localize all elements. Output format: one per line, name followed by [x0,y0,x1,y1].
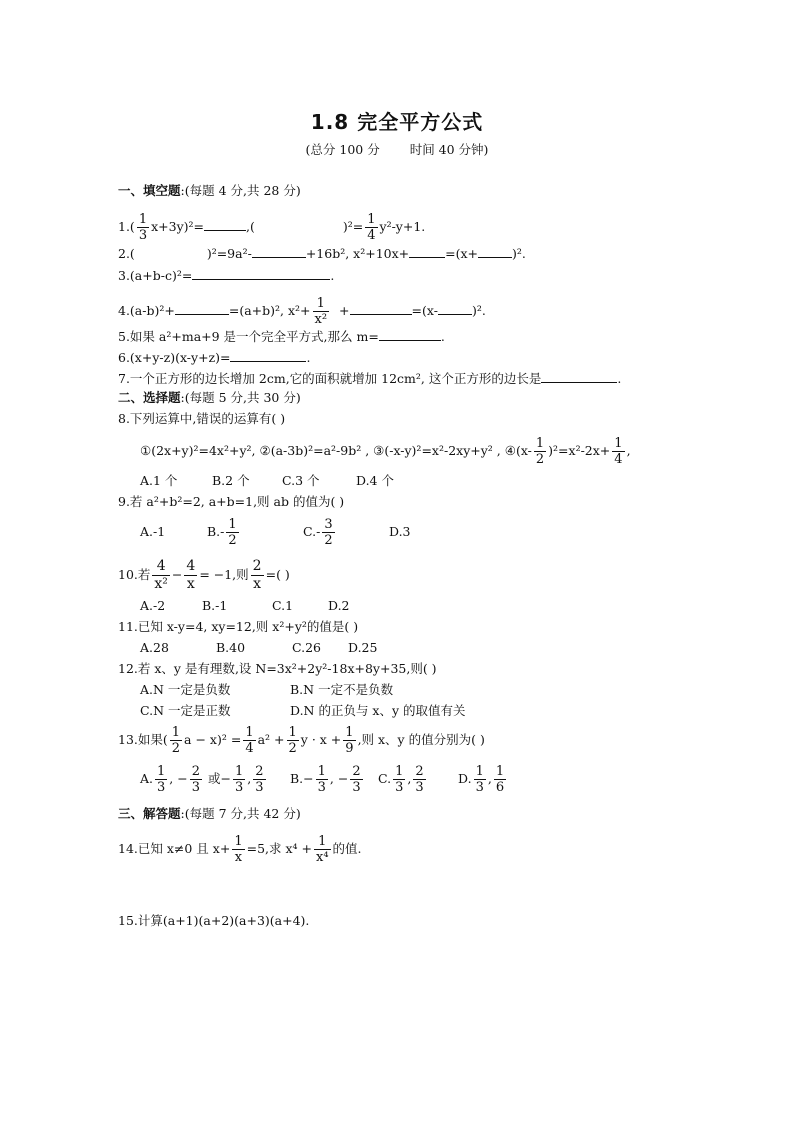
q-text: , − [169,771,188,786]
denominator: 2 [535,452,545,467]
option-b[interactable]: B.N 一定不是负数 [290,682,394,697]
denominator: 4 [245,741,254,756]
fraction [226,517,238,548]
q-text: )²=x²-2x+ [548,443,611,458]
option-c[interactable] [303,517,389,548]
q-text: C.- [303,524,321,539]
q-text: 10.若 [118,567,151,582]
q-text: , [247,771,252,786]
q-text: . [330,268,335,283]
denominator: 3 [191,780,200,795]
denominator: 9 [345,741,354,756]
denominator: x² [154,576,168,592]
numerator: 3 [324,517,333,532]
q-text: , − [329,771,349,786]
numerator: 4 [186,558,196,574]
fraction [322,517,334,548]
question-4 [118,296,486,327]
q-text: ①(2x+y)²=4x²+y², ②(a-3b)²=a²-9b² , ③(-x-y)²=x²-2xy+y² , ④(x- [140,443,532,458]
question-5 [118,328,445,345]
question-15: 15.计算(a+1)(a+2)(a+3)(a+4). [118,913,310,928]
option-d[interactable]: D.3 [389,524,411,539]
question-8-items [140,436,631,467]
q-text: ,( [246,219,255,234]
section-2-heading [118,390,301,406]
fraction [474,764,486,795]
denominator: x [253,576,262,592]
option-c[interactable] [378,764,458,795]
numerator: 1 [395,764,404,779]
section-1-heading [118,183,301,199]
denominator: x⁴ [315,850,329,865]
q-text: 6.(x+y-z)(x-y+z)= [118,350,231,365]
q-text: B.- [207,524,225,539]
numerator: 1 [234,834,243,849]
numerator: 2 [252,558,262,574]
fraction [314,834,331,865]
subtitle [0,140,794,158]
question-8-stem: 8.下列运算中,错误的运算有( ) [118,411,286,426]
option-d[interactable]: D.2 [328,598,350,613]
q-text: 的值. [332,841,362,856]
answer-blank[interactable] [230,349,306,362]
numerator: 1 [367,212,376,227]
q-text: 4.(a-b)²+ [118,303,175,318]
question-14 [118,834,362,865]
answer-blank[interactable] [379,328,441,341]
answer-blank[interactable] [175,302,229,315]
denominator: 6 [495,780,505,795]
fraction [155,764,167,795]
fraction [494,764,506,795]
question-2 [118,245,526,262]
q-text: . [617,371,622,386]
denominator: 3 [475,780,484,795]
option-c[interactable]: C.1 [272,598,294,613]
q-text: )²=9a²- [206,246,252,261]
question-1 [118,212,425,243]
q-text: )². [471,303,486,318]
denominator: 2 [324,533,333,548]
answer-blank[interactable] [252,245,306,258]
fraction [232,834,244,865]
question-9-options [140,517,411,548]
numerator: 1 [614,436,623,451]
answer-blank[interactable] [192,267,330,280]
answer-blank[interactable] [478,245,512,258]
denominator: 2 [228,533,237,548]
fraction [316,764,328,795]
q-text: 14.已知 x≠0 且 x+ [118,841,231,856]
fraction [190,764,202,795]
option-c[interactable]: C.3 个 [282,473,320,488]
option-a[interactable]: A.28 [140,640,169,655]
option-a[interactable]: A.N 一定是负数 [140,682,231,697]
time-limit: 时间 40 分钟) [409,142,489,157]
numerator: 2 [255,764,264,779]
denominator: 4 [367,228,376,243]
numerator: 1 [245,725,254,740]
question-6 [118,349,310,366]
option-c[interactable]: C.N 一定是正数 [140,703,231,718]
numerator: 1 [171,725,181,740]
q-text: − [171,567,183,582]
numerator: 1 [345,725,354,740]
answer-blank[interactable] [204,218,246,231]
fraction [243,725,255,756]
option-a[interactable]: A.-1 [140,524,166,539]
q-text: 13.如果( [118,732,168,747]
q-text: . [306,350,311,365]
option-c[interactable]: C.26 [292,640,321,655]
q-text: y · x + [300,732,342,747]
fraction [253,764,265,795]
q-text: =(x+ [445,246,479,261]
denominator: 3 [317,780,326,795]
denominator: 3 [395,780,404,795]
question-10-options [140,598,350,614]
section-note: :(每题 4 分,共 28 分) [180,183,301,198]
numerator: 2 [415,764,424,779]
section-title: 一、填空题 [118,183,181,198]
fraction [393,764,405,795]
option-a[interactable] [140,764,290,795]
question-8-options [140,473,394,489]
fraction [184,558,197,593]
q-text: D. [458,771,472,786]
option-d[interactable]: D.N 的正负与 x、y 的取值有关 [290,703,466,718]
q-text: 7.一个正方形的边长增加 2cm,它的面积就增加 12cm², 这个正方形的边长是 [118,371,542,386]
fraction [350,764,362,795]
fraction [612,436,624,467]
fraction [137,212,149,243]
question-13-options [140,764,508,795]
numerator: 1 [475,764,484,779]
denominator: 4 [614,452,623,467]
total-score: (总分 100 分 [305,142,380,157]
numerator: 1 [228,517,237,532]
q-text: , [626,443,631,458]
fraction [251,558,264,593]
denominator: 2 [288,741,297,756]
denominator: 3 [234,780,244,795]
q-text: , [407,771,412,786]
question-12-options-row1 [140,682,393,698]
section-note: :(每题 5 分,共 30 分) [180,390,301,405]
option-b[interactable]: B.-1 [202,598,228,613]
question-7 [118,370,621,387]
denominator: 2 [171,741,181,756]
fraction [233,764,245,795]
q-text: + [339,303,350,318]
question-3 [118,267,334,284]
option-d[interactable] [458,764,508,795]
numerator: 1 [317,764,326,779]
answer-blank[interactable] [541,370,617,383]
fraction [287,725,299,756]
fraction [170,725,182,756]
question-11-stem: 11.已知 x-y=4, xy=12,则 x²+y²的值是( ) [118,619,359,634]
denominator: 3 [352,780,361,795]
fraction [343,725,355,756]
option-a[interactable]: A.1 个 [140,473,178,488]
option-d[interactable]: D.4 个 [356,473,394,488]
q-text: 1.( [118,219,135,234]
q-text: B.− [290,771,314,786]
fraction [152,558,170,593]
numerator: 1 [288,725,297,740]
q-text: )². [512,246,526,261]
question-13-stem [118,725,485,756]
option-b[interactable]: B.40 [216,640,246,655]
numerator: 4 [152,558,170,576]
q-text: ,则 x、y 的值分别为( ) [357,732,485,747]
denominator: 3 [415,780,424,795]
fraction [534,436,546,467]
section-title: 二、选择题 [118,390,181,405]
q-text: =(a+b)², x²+ [228,303,311,318]
q-text: y²-y+1. [379,219,426,234]
q-text: 5.如果 a²+ma+9 是一个完全平方式,那么 m= [118,329,379,344]
numerator: 1 [314,834,331,850]
answer-blank[interactable] [409,245,445,258]
answer-blank[interactable] [350,302,412,315]
numerator: 1 [495,764,505,779]
q-text: )²= [342,219,364,234]
numerator: 2 [352,764,361,779]
question-11-options [140,640,377,656]
q-text: 2.( [118,246,135,261]
denominator: x² [314,312,328,327]
question-12-options-row2 [140,703,466,719]
option-b[interactable] [207,517,303,548]
q-text: = −1,则 [199,567,249,582]
question-10-stem [118,558,290,593]
denominator: x [186,576,195,592]
denominator: 3 [157,780,166,795]
denominator: x [234,850,243,865]
question-12-stem: 12.若 x、y 是有理数,设 N=3x²+2y²-18x+8y+35,则( ) [118,661,437,676]
fraction [365,212,377,243]
numerator: 2 [191,764,200,779]
q-text: +16b², x²+10x+ [305,246,410,261]
q-text: a² + [257,732,285,747]
q-text: a − x)² = [184,732,242,747]
fraction [313,296,330,327]
question-9-stem: 9.若 a²+b²=2, a+b=1,则 ab 的值为( ) [118,494,345,509]
option-a[interactable]: A.-2 [140,598,166,613]
section-note: :(每题 7 分,共 42 分) [180,806,301,821]
section-title: 三、解答题 [118,806,181,821]
numerator: 1 [157,764,166,779]
denominator: 3 [138,228,148,243]
q-text: =5,求 x⁴ + [246,841,312,856]
option-d[interactable]: D.25 [348,640,378,655]
denominator: 3 [255,780,264,795]
q-text: . [440,329,445,344]
option-b[interactable] [290,764,378,795]
option-b[interactable]: B.2 个 [212,473,250,488]
section-3-heading [118,806,301,822]
q-text: =(x- [411,303,438,318]
q-text: 3.(a+b-c)²= [118,268,193,283]
numerator: 1 [138,212,148,227]
fraction [413,764,425,795]
q-text: =( ) [265,567,290,582]
q-text: 或− [204,771,231,786]
numerator: 1 [234,764,244,779]
q-text: A. [140,771,154,786]
numerator: 1 [313,296,330,312]
q-text: , [487,771,492,786]
q-text: x+3y)²= [151,219,204,234]
page-title: 1.8 完全平方公式 [310,110,484,134]
numerator: 1 [535,436,545,451]
q-text: C. [378,771,392,786]
answer-blank[interactable] [438,302,472,315]
